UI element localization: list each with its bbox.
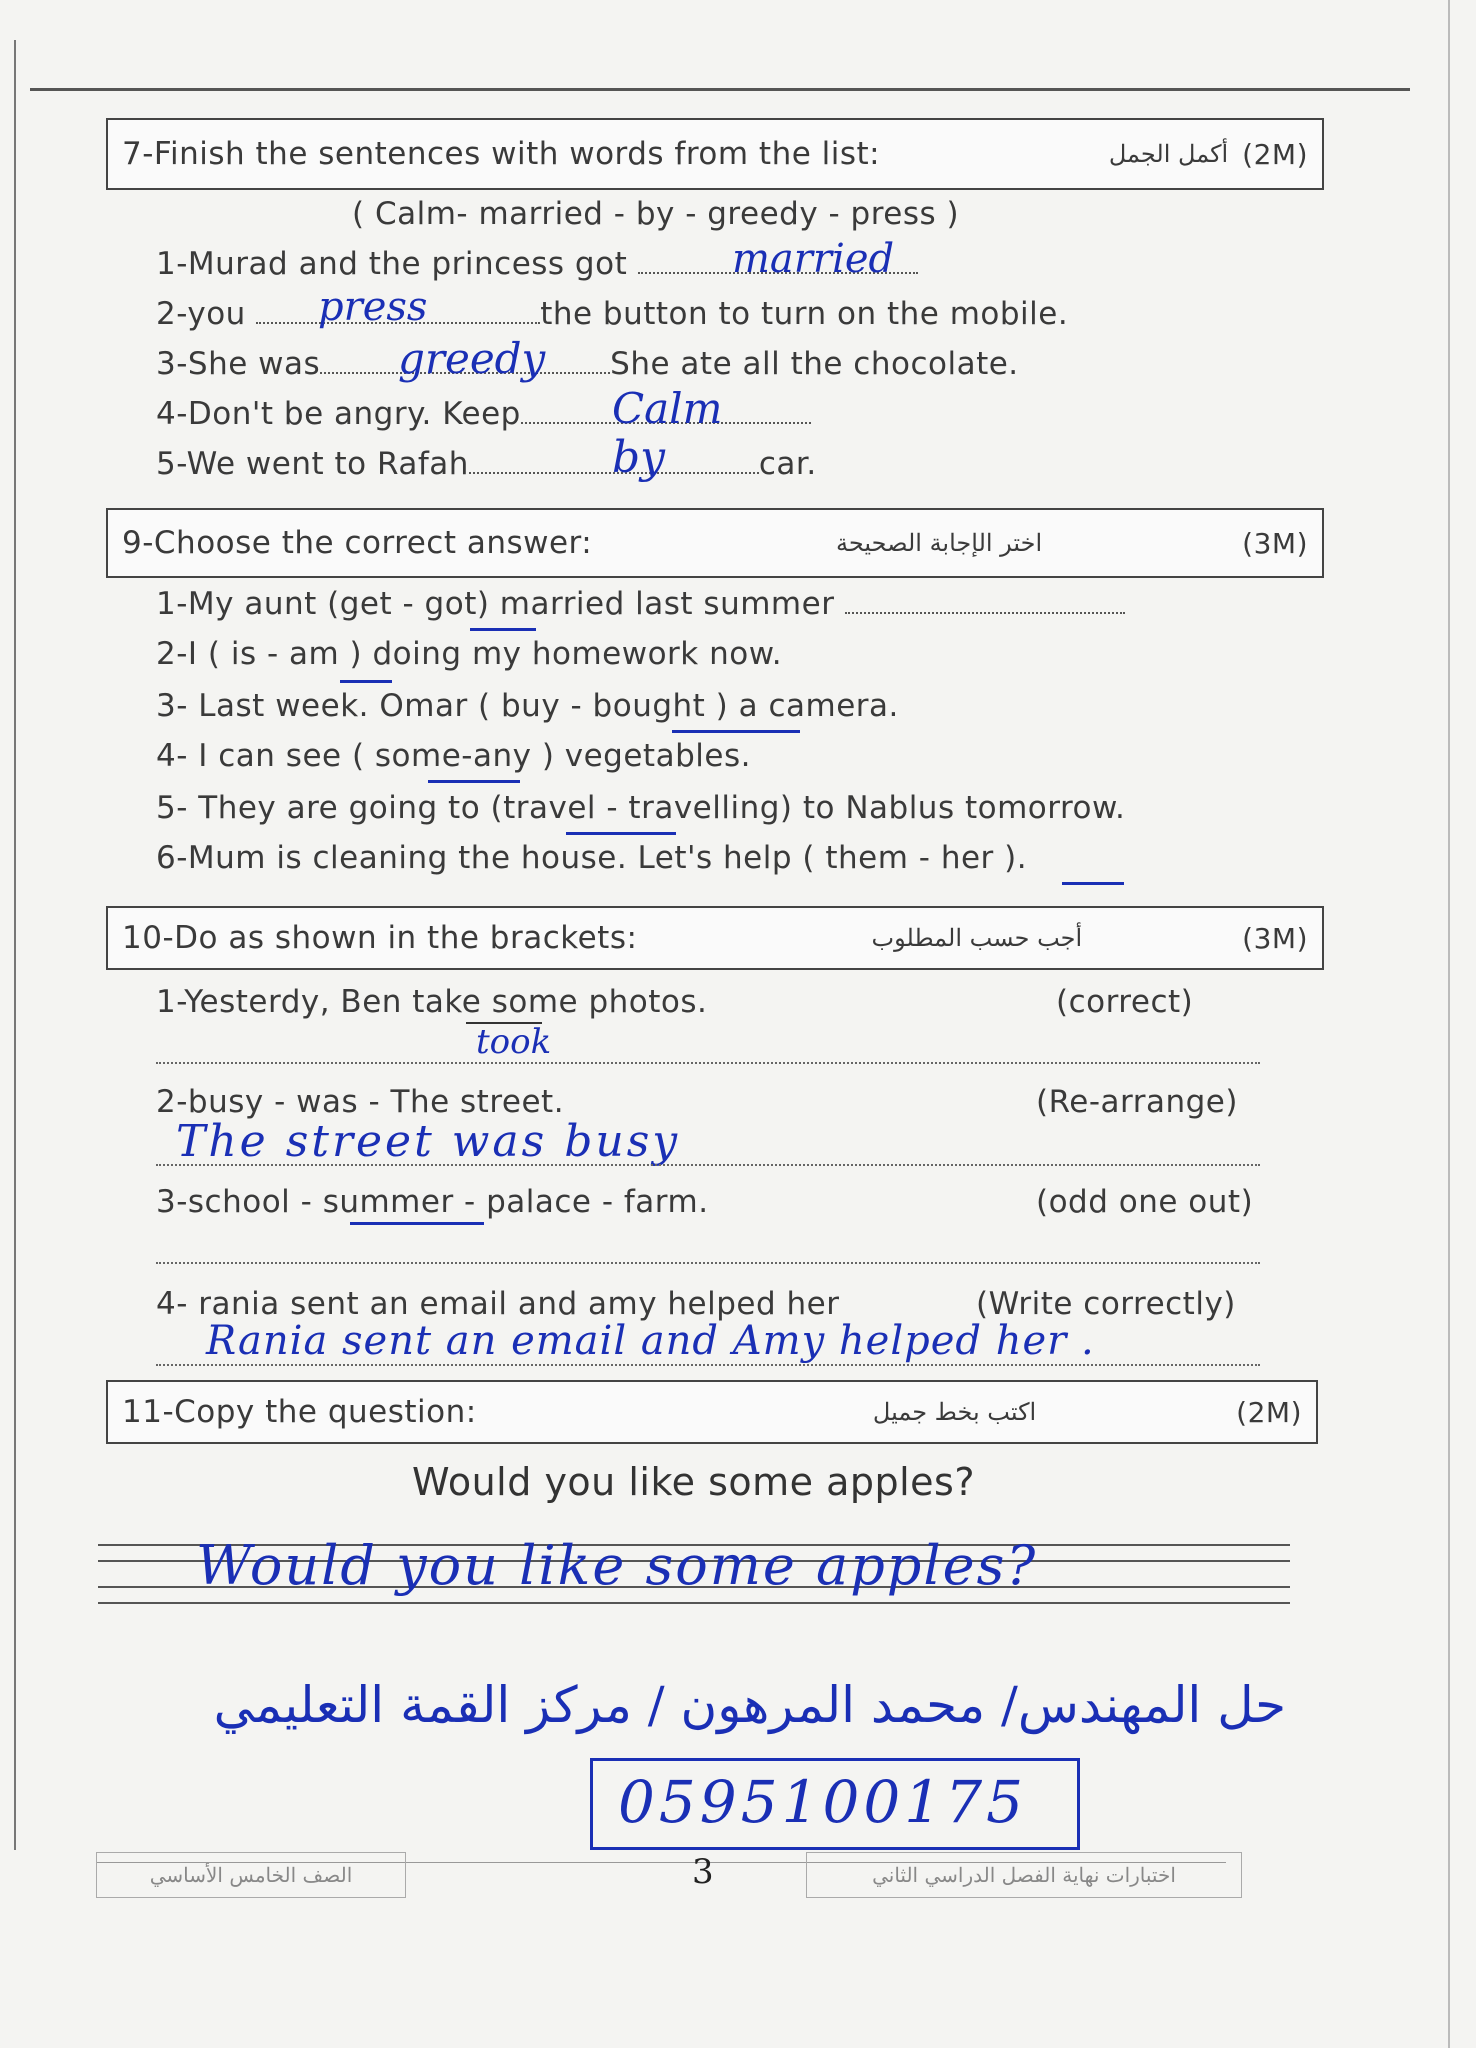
q9-mark-travel [566,832,676,835]
signature-text: حل المهندس/ محمد المرهون / مركز القمة التعليمي [213,1676,1286,1734]
q11-header [106,1380,1318,1444]
q10-answer-1: took [476,1022,552,1062]
page-number: 3 [692,1852,714,1892]
q9-header [106,508,1324,578]
top-rule [30,88,1410,91]
q10-answer-4: Rania sent an email and Amy helped her . [206,1318,1095,1364]
q11-title: 11-Copy the question: [122,1394,477,1430]
q9-item-5: 5- They are going to (travel - travelling) to Nablus tomorrow. [156,790,1126,826]
q10-answer-line-3 [156,1262,1260,1264]
q7-item-5: 5-We went to Rafah car. [156,446,817,482]
phone-number: 0595100175 [618,1768,1028,1836]
q10-instruction-3: (odd one out) [1036,1184,1254,1220]
q9-item-1: 1-My aunt (get - got) married last summer [156,586,1125,622]
q9-mark-bought [672,730,800,733]
q7-answer-4: Calm [612,384,723,433]
q7-item-1: 1-Murad and the princess got [156,246,918,282]
q9-arabic: اختر الإجابة الصحيحة [836,529,1043,557]
q10-instruction-4: (Write correctly) [976,1286,1236,1322]
page-edge-right [1448,0,1450,2048]
q7-answer-3: greedy [398,334,546,383]
q10-answer-2: The street was busy [176,1116,681,1167]
q7-title: 7-Finish the sentences with words from the list: [122,136,881,172]
q9-mark-her [1062,882,1124,885]
q10-arabic: أجب حسب المطلوب [871,924,1083,952]
q10-instruction-2: (Re-arrange) [1036,1084,1238,1120]
q9-mark-some [428,780,520,783]
q11-arabic: اكتب بخط جميل [872,1398,1037,1426]
q7-arabic: أكمل الجمل [1108,140,1229,168]
q11-marks: (2M) [1236,1395,1302,1429]
q9-item-3: 3- Last week. Omar ( buy - bought ) a camera. [156,688,899,724]
q9-item-2: 2-I ( is - am ) doing my homework now. [156,636,783,672]
q10-item-4: 4- rania sent an email and amy helped her [156,1286,840,1322]
q7-word-list: ( Calm- married - by - greedy - press ) [352,196,960,232]
q9-item-4: 4- I can see ( some-any ) vegetables. [156,738,751,774]
q9-mark-got [470,628,536,631]
q10-answer-line-1 [156,1062,1260,1064]
q10-item-1: 1-Yesterdy, Ben take some photos. [156,984,708,1020]
q7-item-2: 2-you the button to turn on the mobile. [156,296,1069,332]
q10-instruction-1: (correct) [1056,984,1194,1020]
q9-item-6: 6-Mum is cleaning the house. Let's help ( them - her ). [156,840,1028,876]
q10-marks: (3M) [1242,921,1308,955]
q7-answer-5: by [612,432,666,483]
q7-item-4: 4-Don't be angry. Keep [156,396,811,432]
q7-answer-1: married [732,236,895,282]
q10-mark-summer [350,1222,484,1225]
q9-mark-am [340,680,392,683]
footer-left: الصف الخامس الأساسي [96,1852,406,1898]
q9-title: 9-Choose the correct answer: [122,525,593,561]
q11-question: Would you like some apples? [412,1460,976,1504]
q7-answer-2: press [318,284,428,330]
copy-line-4 [98,1602,1290,1604]
q9-marks: (3M) [1242,526,1308,560]
q10-answer-line-4 [156,1364,1260,1366]
page-edge-left [14,40,16,1850]
q11-answer: Would you like some apples? [196,1534,1038,1597]
q7-item-3: 3-She was She ate all the chocolate. [156,346,1019,382]
q10-item-3: 3-school - summer - palace - farm. [156,1184,709,1220]
q7-marks: (2M) [1242,137,1308,171]
q10-answer-line-2 [156,1164,1260,1166]
q10-title: 10-Do as shown in the brackets: [122,920,638,956]
q7-header [106,118,1324,190]
q10-header [106,906,1324,970]
footer-right: اختبارات نهاية الفصل الدراسي الثاني [806,1852,1242,1898]
q10-item-2: 2-busy - was - The street. [156,1084,565,1120]
